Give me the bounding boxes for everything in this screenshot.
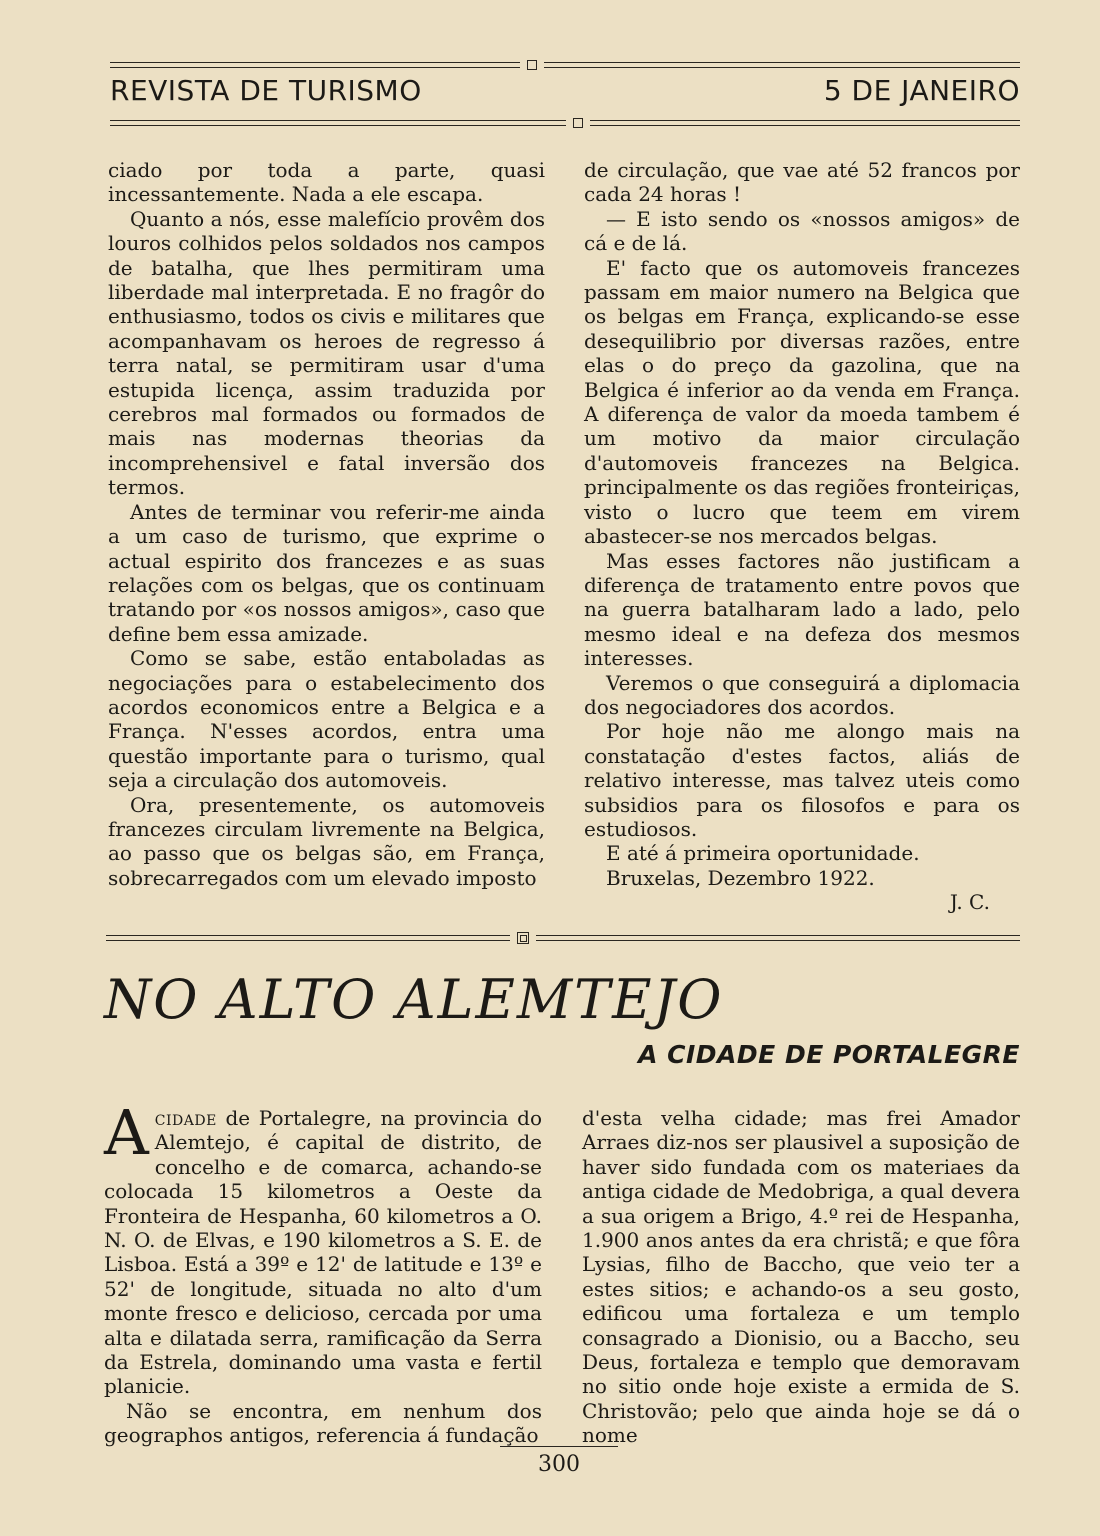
header-ornament-top <box>527 60 537 70</box>
header-rule-top-right <box>544 62 1020 68</box>
paragraph: — E isto sendo os «nossos amigos» de cá e de lá. <box>584 206 1020 256</box>
author-signature: J. C. <box>949 890 990 915</box>
top-article-left-column <box>108 158 545 890</box>
publication-title: REVISTA DE TURISMO <box>110 74 422 107</box>
paragraph: Ora, presentemente, os automoveis francezes circulam livremente na Belgica, ao passo que os belgas são, em França, sobrecarregados com um elevado imposto <box>108 792 545 890</box>
paragraph: E até á primeira oportunidade. <box>606 841 920 866</box>
page-number: 300 <box>538 1452 580 1477</box>
lead-word: cidade <box>154 1106 217 1130</box>
drop-cap: A <box>104 1096 149 1169</box>
paragraph: d'esta velha cidade; mas frei Amador Arraes diz-nos ser plausivel a suposição de haver sido fundada com os materiaes da antiga cidade de Medobriga, a qual devera a sua origem a Brigo, 4.º rei de Hespanha, 1.900 anos antes da era christã; e que fôra Lysias, filho de Baccho, que veio ter a estes sitios; e achando-os a seu gosto, edificou uma fortaleza e um templo consagrado a Dionisio, ou a Baccho, seu Deus, fortaleza e templo que demoravam no sitio onde hoje existe a ermida de S. Christovão; pelo que ainda hoje se dá o nome <box>582 1106 1020 1448</box>
divider-rule-left <box>106 935 510 941</box>
bottom-article-left-column <box>104 1096 542 1448</box>
divider-rule-right <box>536 935 1020 941</box>
paragraph: Antes de terminar vou referir-me ainda a um caso de turismo, que exprime o actual espirito dos francezes e as suas relações com os belgas, que os continuam tratando por «os nossos amigos», caso que define bem essa amizade. <box>108 499 545 646</box>
paragraph: Quanto a nós, esse malefício provêm dos louros colhidos pelos soldados nos campos de batalha, que lhes permitiram uma liberdade mal interpretada. E no fragôr do enthusiasmo, todos os civis e militares que acompanhavam os heroes de regresso á terra natal, se permitiram usar d'uma estupida licença, assim traduzida por cerebros mal formados ou formados de mais nas modernas theorias da incomprehensivel e fatal inversão dos termos. <box>108 206 545 500</box>
header-ornament-bottom <box>573 118 583 128</box>
bottom-article-right-column <box>582 1106 1020 1448</box>
dateline: Bruxelas, Dezembro 1922. <box>606 865 875 890</box>
header-rule-top-left <box>110 62 520 68</box>
paragraph: Não se encontra, em nenhum dos geographos antigos, referencia á fundação <box>104 1398 542 1448</box>
header-rule-bottom-left <box>110 120 566 126</box>
article-subtitle: A CIDADE DE PORTALEGRE <box>638 1040 1020 1069</box>
folio-rule <box>500 1446 618 1447</box>
issue-date: 5 DE JANEIRO <box>823 74 1020 107</box>
article-title: NO ALTO ALEMTEJO <box>104 968 724 1031</box>
paragraph: Mas esses factores não justificam a diferença de tratamento entre povos que na guerra batalharam lado a lado, pelo mesmo ideal e na defeza dos mesmos interesses. <box>584 548 1020 671</box>
paragraph: Como se sabe, estão entaboladas as negociações para o estabelecimento dos acordos economicos entre a Belgica e a França. N'esses acordos, entra uma questão importante para o turismo, qual seja a circulação dos automoveis. <box>108 646 545 793</box>
divider-ornament <box>517 932 529 944</box>
header-rule-bottom-right <box>590 120 1020 126</box>
lead-paragraph <box>104 1096 542 1399</box>
paragraph: ciado por toda a parte, quasi incessantemente. Nada a ele escapa. <box>108 158 545 207</box>
lead-text: de Portalegre, na provincia do Alemtejo, é capital de distrito, de concelho e de comarca, achando-se colocada 15 kilometros a Oeste da Fronteira de Hespanha, 60 kilometros a O. N. O. de Elvas, e 190 kilometros a S. E. de Lisboa. Está a 39º e 12' de latitude e 13º e 52' de longitude, situada no alto d'um monte fresco e delicioso, cercada por uma alta e dilatada serra, ramificação da Serra da Estrela, dominando uma vasta e fertil planicie. <box>104 1106 542 1399</box>
top-article-right-column <box>584 158 1020 915</box>
paragraph: de circulação, que vae até 52 francos por cada 24 horas ! <box>584 158 1020 207</box>
paragraph: Por hoje não me alongo mais na constatação d'estes factos, aliás de relativo interesse, mas talvez uteis como subsidios para os filosofos e para os estudiosos. <box>584 719 1020 841</box>
paragraph: E' facto que os automoveis francezes passam em maior numero na Belgica que os belgas em França, explicando-se esse desequilibrio por diversas razões, entre elas o do preço da gazolina, que na Belgica é inferior ao da venda em França. A diferença de valor da moeda tambem é um motivo da maior circulação d'automoveis francezes na Belgica. principalmente os das regiões fronteiriças, visto o lucro que teem em virem abastecer-se nos mercados belgas. <box>584 255 1020 549</box>
paragraph: Veremos o que conseguirá a diplomacia dos negociadores dos acordos. <box>584 670 1020 719</box>
